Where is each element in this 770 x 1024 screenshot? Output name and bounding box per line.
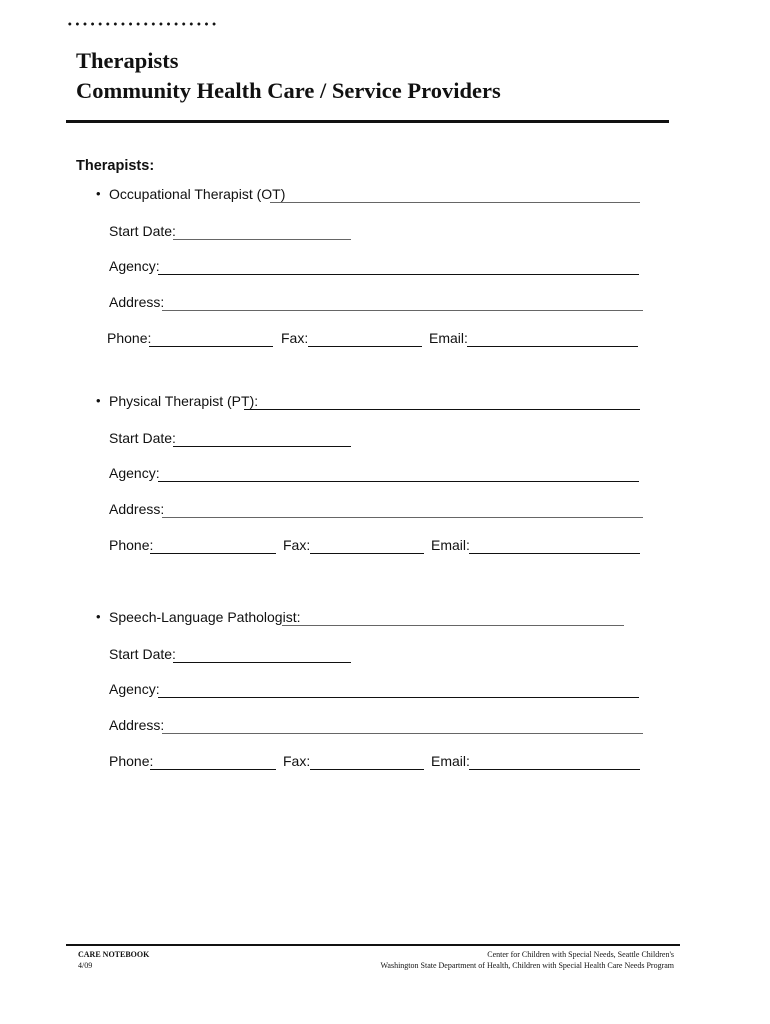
address-field[interactable] [162, 517, 643, 518]
therapist-title: Physical Therapist (PT): [109, 393, 259, 409]
email-field[interactable] [467, 346, 638, 347]
address-label: Address: [109, 501, 165, 517]
footer-date: 4/09 [78, 961, 93, 970]
page-title: Therapists [76, 48, 179, 73]
start-date-label: Start Date: [109, 430, 176, 446]
agency-field[interactable] [158, 274, 639, 275]
phone-field[interactable] [150, 553, 276, 554]
email-field[interactable] [469, 769, 640, 770]
email-label: Email: [431, 753, 470, 769]
agency-field[interactable] [158, 697, 639, 698]
start-date-field[interactable] [173, 662, 351, 663]
address-label: Address: [109, 717, 165, 733]
phone-field[interactable] [150, 769, 276, 770]
footer-organization: Center for Children with Special Needs, Seattle Children's [487, 950, 674, 959]
therapist-title: Occupational Therapist (OT) [109, 186, 286, 202]
start-date-field[interactable] [173, 239, 351, 240]
address-field[interactable] [162, 733, 643, 734]
phone-field[interactable] [149, 346, 273, 347]
footer-divider [66, 944, 680, 946]
bullet-icon: • [96, 609, 101, 624]
footer-notebook-label: CARE NOTEBOOK [78, 950, 150, 959]
dotted-rule [66, 21, 216, 27]
start-date-field[interactable] [173, 446, 351, 447]
section-label: Therapists: [76, 158, 155, 174]
agency-label: Agency: [109, 465, 160, 481]
fax-field[interactable] [310, 769, 424, 770]
agency-label: Agency: [109, 258, 160, 274]
bullet-icon: • [96, 186, 101, 201]
start-date-label: Start Date: [109, 223, 176, 239]
footer-program: Washington State Department of Health, Children with Special Health Care Needs Program [380, 961, 674, 970]
bullet-icon: • [96, 393, 101, 408]
address-field[interactable] [162, 310, 643, 311]
fax-label: Fax: [283, 537, 311, 553]
phone-label: Phone: [107, 330, 152, 346]
agency-field[interactable] [158, 481, 639, 482]
email-label: Email: [429, 330, 468, 346]
email-field[interactable] [469, 553, 640, 554]
phone-label: Phone: [109, 753, 154, 769]
agency-label: Agency: [109, 681, 160, 697]
therapist-name-field[interactable] [270, 202, 640, 203]
fax-field[interactable] [310, 553, 424, 554]
page-subtitle: Community Health Care / Service Providers [76, 78, 501, 103]
address-label: Address: [109, 294, 165, 310]
header-divider [66, 120, 669, 123]
email-label: Email: [431, 537, 470, 553]
therapist-name-field[interactable] [244, 409, 640, 410]
therapist-title: Speech-Language Pathologist: [109, 609, 301, 625]
fax-label: Fax: [283, 753, 311, 769]
fax-field[interactable] [308, 346, 422, 347]
fax-label: Fax: [281, 330, 309, 346]
therapist-name-field[interactable] [282, 625, 624, 626]
phone-label: Phone: [109, 537, 154, 553]
start-date-label: Start Date: [109, 646, 176, 662]
